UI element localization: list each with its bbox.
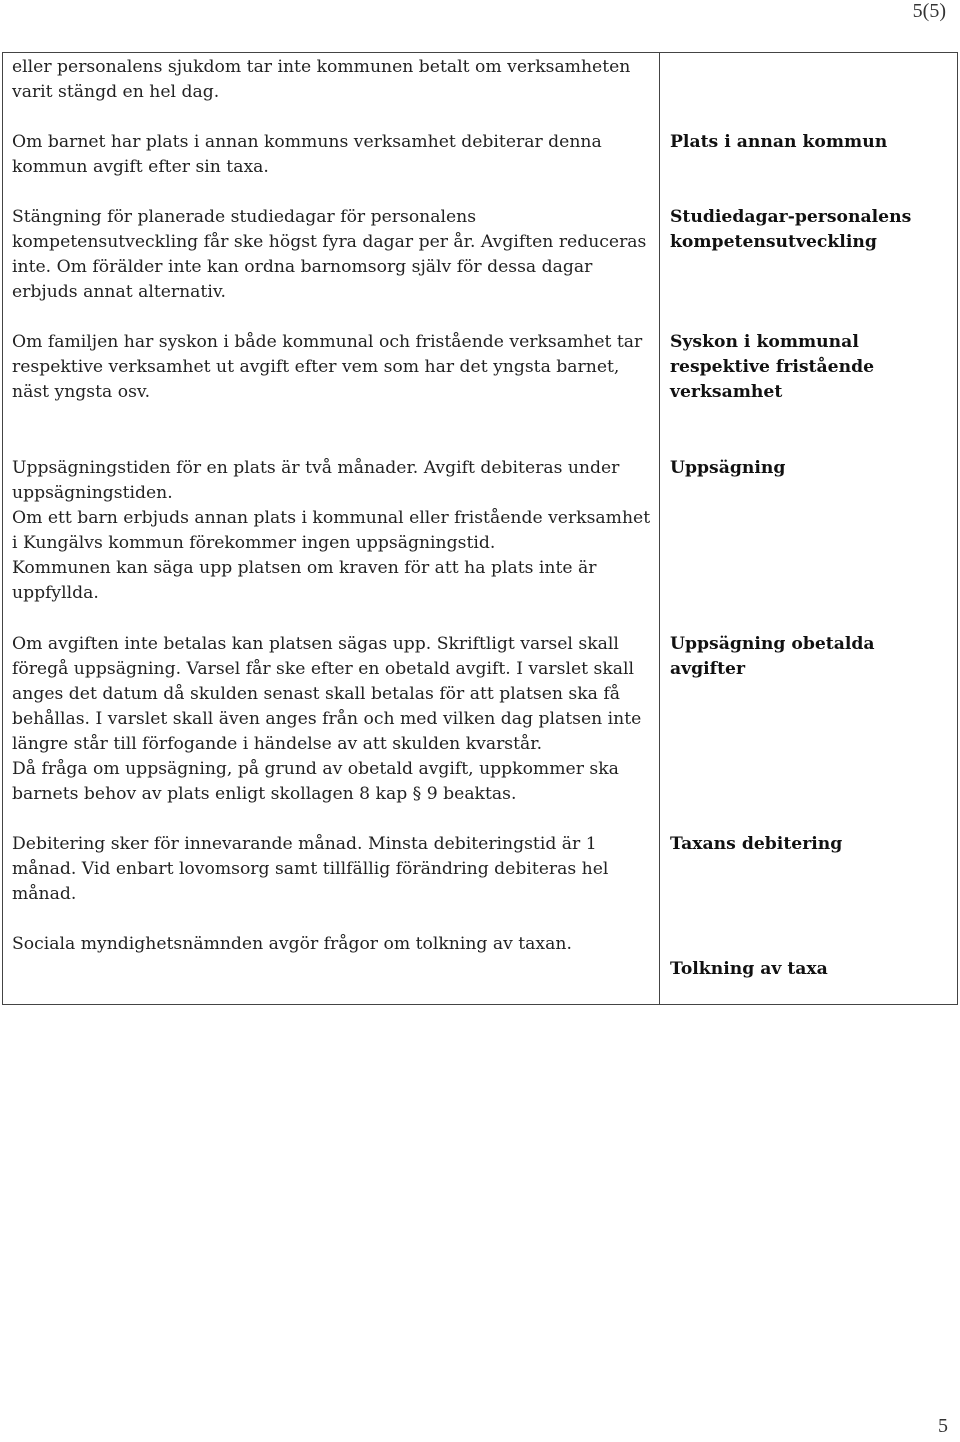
heading-interpretation: Tolkning av taxa [670, 959, 828, 979]
unpaid-fees-school-law-text: Då fråga om uppsägning, på grund av obetald avgift, uppkommer ska barnets behov av plats enligt skollagen 8 kap § 9 beaktas. [12, 759, 619, 804]
paragraph-interpretation: Sociala myndighetsnämnden avgör frågor om tolkning av taxan. [12, 934, 572, 954]
termination-other-place-text: Om ett barn erbjuds annan plats i kommunal eller fristående verksamhet i Kungälvs kommun förekommer ingen uppsägningstid. [12, 508, 651, 553]
heading-termination: Uppsägning [670, 458, 786, 478]
heading-billing: Taxans debitering [670, 834, 843, 854]
unpaid-fees-notice-text: Om avgiften inte betalas kan platsen sägas upp. Skriftligt varsel skall föregå uppsägning. Varsel får ske efter en obetald avgift. I varslet skall anges det datum då skulden senast skall betalas för att platsen ska få behållas. I varslet skall även anges från och med vilken dag platsen inte längre står till förfogande i händelse av att skulden kvarstår. [12, 634, 642, 754]
page-number-bottom: 5 [938, 1415, 948, 1437]
paragraph-other-municipality: Om barnet har plats i annan kommuns verksamhet debiterar denna kommun avgift efter sin taxa. [12, 132, 602, 177]
heading-unpaid-fees: Uppsägning obetalda avgifter [670, 634, 875, 679]
paragraph-billing: Debitering sker för innevarande månad. Minsta debiteringstid är 1 månad. Vid enbart lovomsorg samt tillfällig förändring debiteras hel månad. [12, 834, 609, 904]
termination-by-municipality-text: Kommunen kan säga upp platsen om kraven för att ha plats inte är uppfyllda. [12, 558, 597, 603]
paragraph-closure-illness: eller personalens sjukdom tar inte kommunen betalt om verksamheten varit stängd en hel dag. [12, 57, 631, 102]
rules-table [2, 52, 958, 1005]
heading-study-days: Studiedagar-personalens kompetensutveckling [670, 207, 912, 252]
heading-other-municipality: Plats i annan kommun [670, 132, 888, 152]
paragraph-study-days: Stängning för planerade studiedagar för personalens kompetensutveckling får ske högst fyra dagar per år. Avgiften reduceras inte. Om förälder inte kan ordna barnomsorg själv för dessa dagar erbjuds annat alternativ. [12, 207, 647, 302]
column-divider [659, 53, 660, 1004]
heading-siblings: Syskon i kommunal respektive fristående verksamhet [670, 332, 875, 402]
termination-period-text: Uppsägningstiden för en plats är två månader. Avgift debiteras under uppsägningstiden. [12, 458, 620, 503]
paragraph-termination [12, 456, 652, 606]
paragraph-siblings: Om familjen har syskon i både kommunal och fristående verksamhet tar respektive verksamhet ut avgift efter vem som har det yngsta barnet, näst yngsta osv. [12, 332, 643, 402]
page-number-top: 5(5) [912, 0, 946, 22]
paragraph-unpaid-fees [12, 632, 652, 807]
